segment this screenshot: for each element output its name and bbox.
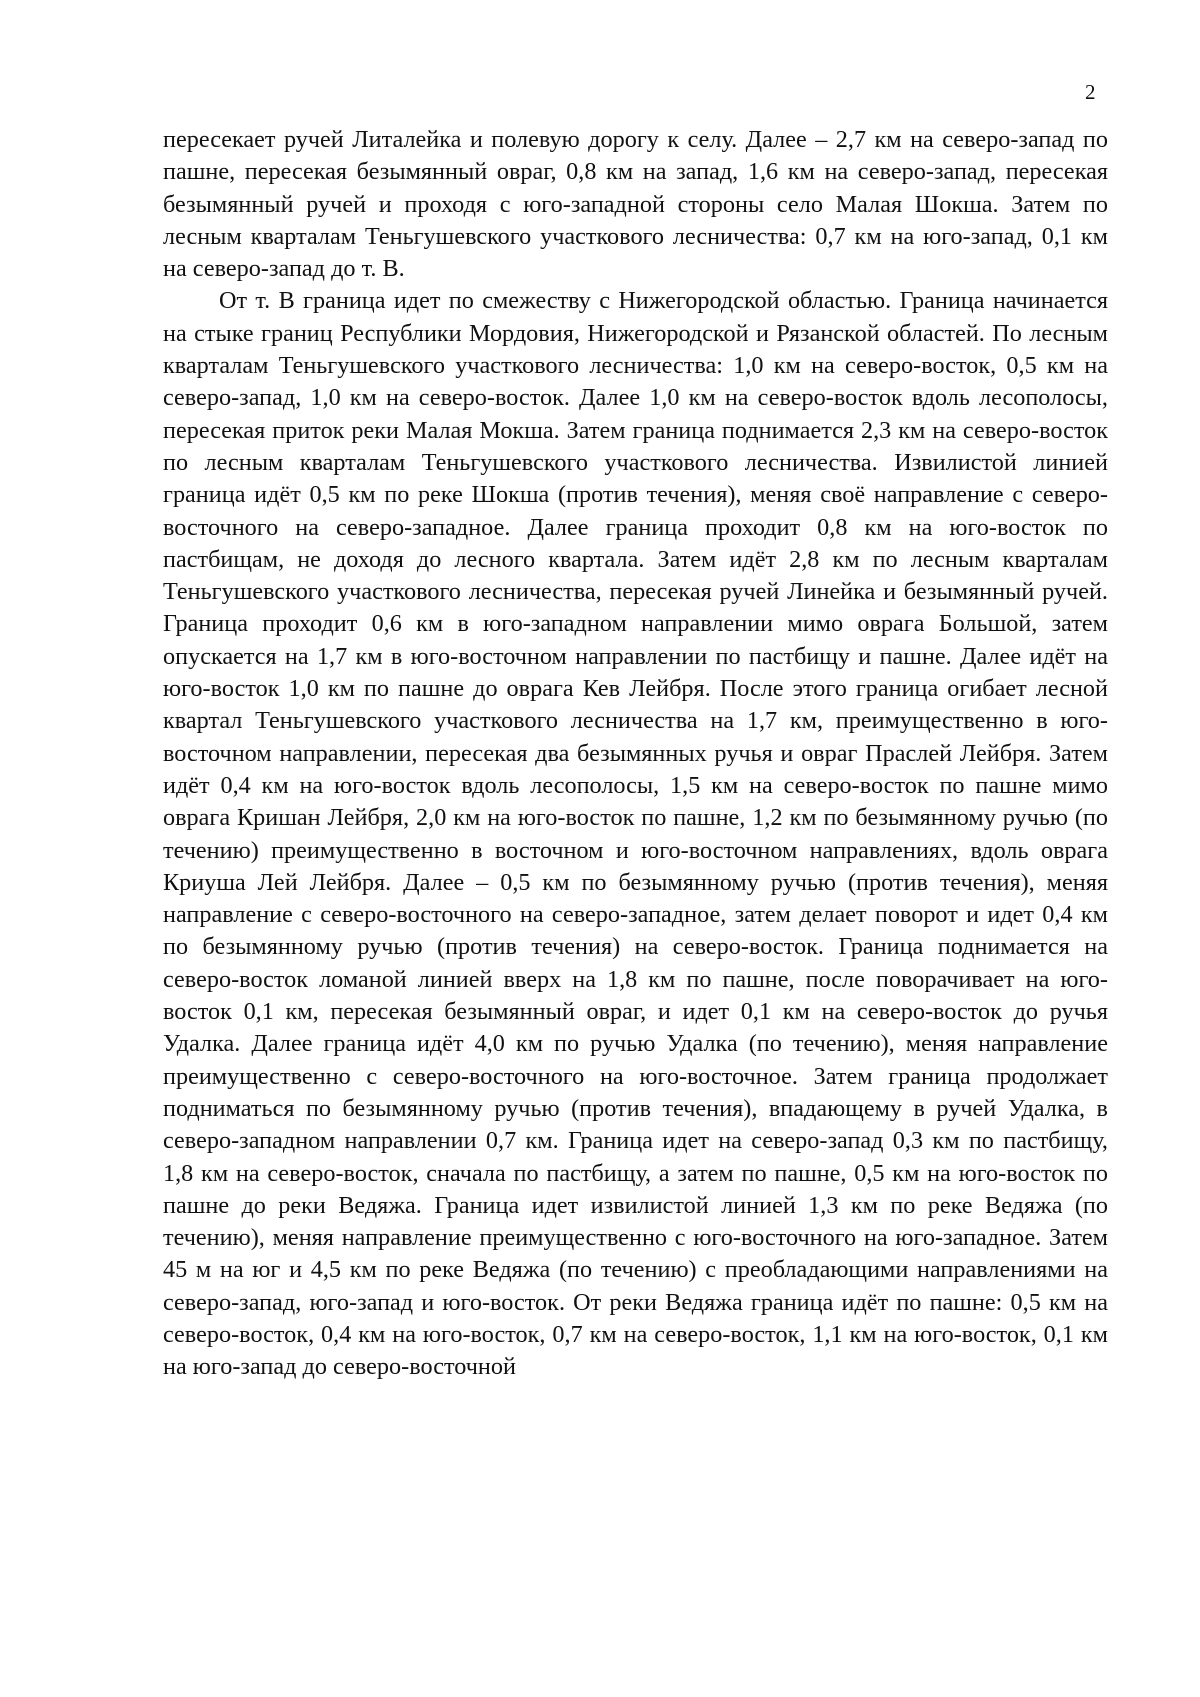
paragraph-continuation: пересекает ручей Литалейка и полевую дорогу к селу. Далее – 2,7 км на северо-запад по пашне, пересекая безымянный овраг, 0,8 км на запад, 1,6 км на северо-запад, пересекая безымянный ручей и проходя с юго-западной стороны село Малая Шокша. Затем по лесным кварталам Теньгушевского участкового лесничества: 0,7 км на юго-запад, 0,1 км на северо-запад до т. В.	[163, 126, 1108, 283]
page-number: 2	[1085, 80, 1096, 104]
document-body	[163, 124, 1108, 1384]
paragraph-nizhny-novgorod-border: От т. В граница идет по смежеству с Нижегородской областью. Граница начинается на стыке границ Республики Мордовия, Нижегородской и Рязанской областей. По лесным кварталам Теньгушевского участкового лесничества: 1,0 км на северо-восток, 0,5 км на северо-запад, 1,0 км на северо-восток. Далее 1,0 км на северо-восток вдоль лесополосы, пересекая приток реки Малая Мокша. Затем граница поднимается 2,3 км на северо-восток по лесным кварталам Теньгушевского участкового лесничества. Извилистой линией граница идёт 0,5 км по реке Шокша (против течения), меняя своё направление с северо-восточного на северо-западное. Далее граница проходит 0,8 км на юго-восток по пастбищам, не доходя до лесного квартала. Затем идёт 2,8 км по лесным кварталам Теньгушевского участкового лесничества, пересекая ручей Линейка и безымянный ручей. Граница проходит 0,6 км в юго-западном направлении мимо оврага Большой, затем опускается на 1,7 км в юго-восточном направлении по пастбищу и пашне. Далее идёт на юго-восток 1,0 км по пашне до оврага Кев Лейбря. После этого граница огибает лесной квартал Теньгушевского участкового лесничества на 1,7 км, преимущественно в юго-восточном направлении, пересекая два безымянных ручья и овраг Праслей Лейбря. Затем идёт 0,4 км на юго-восток вдоль лесополосы, 1,5 км на северо-восток по пашне мимо оврага Кришан Лейбря, 2,0 км на юго-восток по пашне, 1,2 км по безымянному ручью (по течению) преимущественно в восточном и юго-восточном направлениях, вдоль оврага Криуша Лей Лейбря. Далее – 0,5 км по безымянному ручью (против течения), меняя направление с северо-восточного на северо-западное, затем делает поворот и идет 0,4 км по безымянному ручью (против течения) на северо-восток. Граница поднимается на северо-восток ломаной линией вверх на 1,8 км по пашне, после поворачивает на юго-восток 0,1 км, пересекая безымянный овраг, и идет 0,1 км на северо-восток до ручья Удалка. Далее граница идёт 4,0 км по ручью Удалка (по течению), меняя направление преимущественно с северо-восточного на юго-восточное. Затем граница продолжает подниматься по безымянному ручью (против течения), впадающему в ручей Удалка, в северо-западном направлении 0,7 км. Граница идет на северо-запад 0,3 км по пастбищу, 1,8 км на северо-восток, сначала по пастбищу, а затем по пашне, 0,5 км на юго-восток по пашне до реки Ведяжа. Граница идет извилистой линией 1,3 км по реке Ведяжа (по течению), меняя направление преимущественно с юго-восточного на юго-западное. Затем 45 м на юг и 4,5 км по реке Ведяжа (по течению) с преобладающими направлениями на северо-запад, юго-запад и юго-восток. От реки Ведяжа граница идёт по пашне: 0,5 км на северо-восток, 0,4 км на юго-восток, 0,7 км на северо-восток, 1,1 км на юго-восток, 0,1 км на юго-запад до северо-восточной	[163, 287, 1108, 1381]
